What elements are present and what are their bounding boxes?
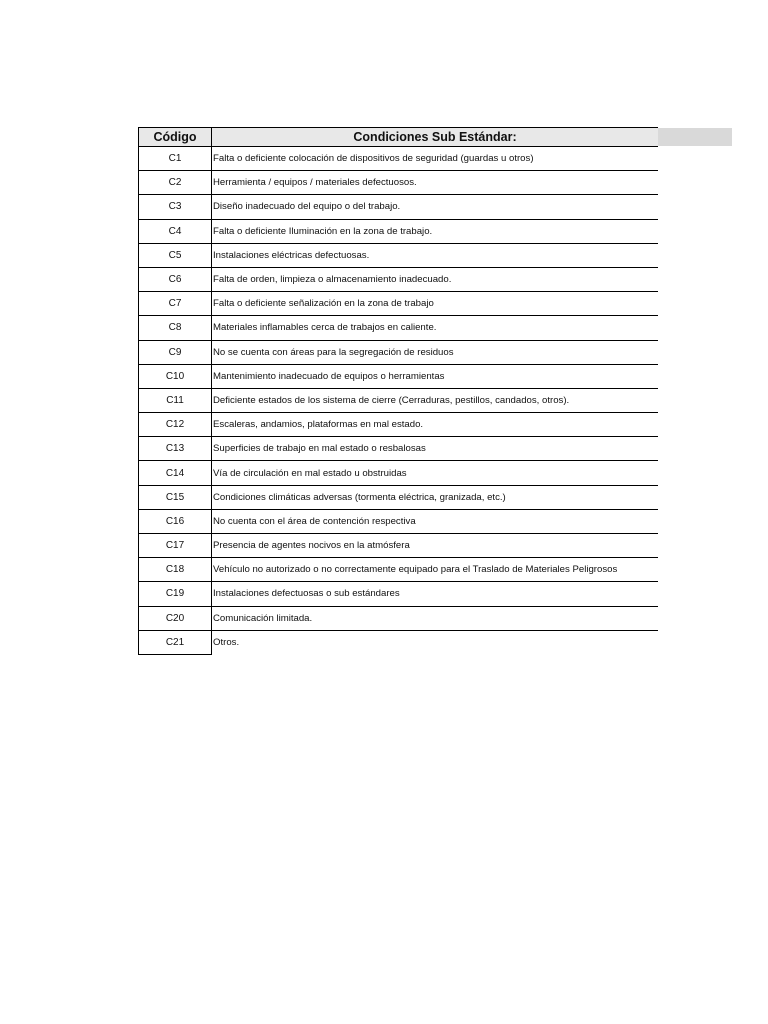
description-cell: Falta de orden, limpieza o almacenamiento inadecuado. <box>212 268 658 292</box>
code-cell: C8 <box>138 316 212 340</box>
table-row <box>138 292 658 316</box>
table-row <box>138 631 658 655</box>
table-row <box>138 413 658 437</box>
description-cell: Otros. <box>213 637 240 649</box>
code-cell: C14 <box>138 461 212 485</box>
code-cell: C5 <box>138 244 212 268</box>
table-row <box>138 534 658 558</box>
code-cell: C10 <box>138 365 212 389</box>
description-cell: Diseño inadecuado del equipo o del trabajo. <box>212 195 658 219</box>
table-header-row <box>138 127 658 147</box>
table-row <box>138 220 658 244</box>
description-cell: Instalaciones defectuosas o sub estándares <box>212 582 658 606</box>
code-column-header: Código <box>138 127 212 147</box>
description-cell: Condiciones climáticas adversas (tormenta eléctrica, granizada, etc.) <box>212 486 658 510</box>
description-cell: Comunicación limitada. <box>212 607 658 631</box>
description-cell: No cuenta con el área de contención respectiva <box>212 510 658 534</box>
description-column-header: Condiciones Sub Estándar: <box>212 127 658 147</box>
table-row <box>138 437 658 461</box>
code-cell: C6 <box>138 268 212 292</box>
code-cell: C17 <box>138 534 212 558</box>
description-cell: Vía de circulación en mal estado u obstruidas <box>212 461 658 485</box>
description-cell: Falta o deficiente Iluminación en la zona de trabajo. <box>212 220 658 244</box>
table-row <box>138 582 658 606</box>
code-cell: C15 <box>138 486 212 510</box>
table-body <box>138 147 658 655</box>
code-cell: C1 <box>138 147 212 171</box>
table-row <box>138 461 658 485</box>
conditions-table <box>138 127 658 655</box>
code-cell: C21 <box>138 631 212 655</box>
table-row <box>138 268 658 292</box>
code-cell: C3 <box>138 195 212 219</box>
table-row <box>138 486 658 510</box>
description-cell: Instalaciones eléctricas defectuosas. <box>212 244 658 268</box>
table-row <box>138 389 658 413</box>
code-cell: C12 <box>138 413 212 437</box>
table-row <box>138 365 658 389</box>
table-row <box>138 171 658 195</box>
table-row <box>138 147 658 171</box>
description-cell: Superficies de trabajo en mal estado o resbalosas <box>212 437 658 461</box>
table-row <box>138 558 658 582</box>
description-cell: Escaleras, andamios, plataformas en mal estado. <box>212 413 658 437</box>
table-row <box>138 316 658 340</box>
description-cell: Materiales inflamables cerca de trabajos en caliente. <box>212 316 658 340</box>
code-cell: C18 <box>138 558 212 582</box>
description-cell: Vehículo no autorizado o no correctamente equipado para el Traslado de Materiales Peligrosos <box>212 558 658 582</box>
description-cell: Presencia de agentes nocivos en la atmósfera <box>212 534 658 558</box>
table-row <box>138 244 658 268</box>
code-cell: C7 <box>138 292 212 316</box>
header-fill-band <box>658 128 732 146</box>
table-row <box>138 341 658 365</box>
description-cell: Mantenimiento inadecuado de equipos o herramientas <box>212 365 658 389</box>
code-cell: C11 <box>138 389 212 413</box>
code-cell: C13 <box>138 437 212 461</box>
description-cell: Falta o deficiente colocación de dispositivos de seguridad (guardas u otros) <box>212 147 658 171</box>
table-row <box>138 195 658 219</box>
code-cell: C2 <box>138 171 212 195</box>
description-cell: Deficiente estados de los sistema de cierre (Cerraduras, pestillos, candados, otros). <box>212 389 658 413</box>
table-row <box>138 510 658 534</box>
description-cell: No se cuenta con áreas para la segregación de residuos <box>212 341 658 365</box>
code-cell: C4 <box>138 220 212 244</box>
code-cell: C9 <box>138 341 212 365</box>
code-cell: C19 <box>138 582 212 606</box>
description-cell: Herramienta / equipos / materiales defectuosos. <box>212 171 658 195</box>
table-row <box>138 607 658 631</box>
code-cell: C16 <box>138 510 212 534</box>
description-cell: Falta o deficiente señalización en la zona de trabajo <box>212 292 658 316</box>
code-cell: C20 <box>138 607 212 631</box>
